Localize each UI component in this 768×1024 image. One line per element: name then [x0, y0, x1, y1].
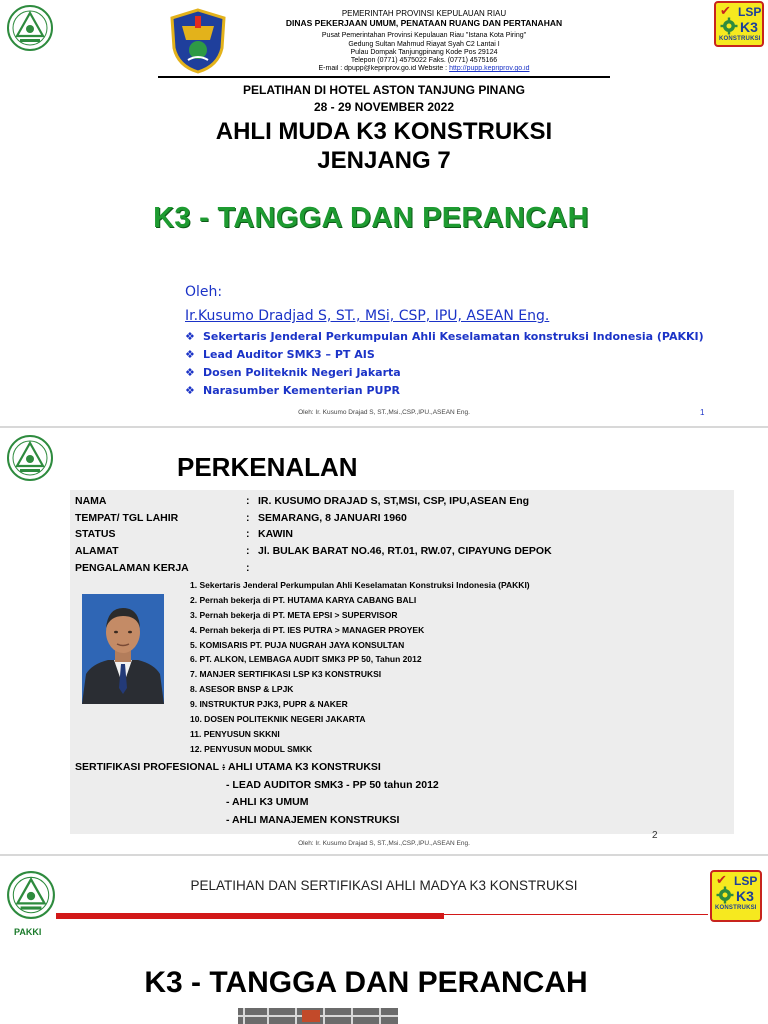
konstruksi-logo-text: KONSTRUKSI: [715, 905, 757, 911]
work-experience-list: [190, 580, 530, 759]
list-item: 4. Pernah bekerja di PT. IES PUTRA > MANAGER PROYEK: [190, 624, 425, 635]
by-label: Oleh:: [185, 284, 223, 300]
field-value-birth: SEMARANG, 8 JANUARI 1960: [258, 512, 407, 524]
topic-title: K3 - TANGGA DAN PERANCAH: [144, 966, 588, 999]
letterhead-website-link[interactable]: http://pupp.kepriprov.go.id: [449, 65, 530, 72]
page-title: PERKENALAN: [177, 452, 358, 482]
list-item: ❖ Dosen Politeknik Negeri Jakarta: [185, 366, 401, 379]
list-item: - LEAD AUDITOR SMK3 - PP 50 tahun 2012: [226, 778, 439, 791]
training-date: 28 - 29 NOVEMBER 2022: [313, 100, 455, 114]
lsp-k3-logo: [710, 870, 762, 922]
diamond-bullet-icon: ❖: [185, 384, 195, 397]
slide-2: [0, 428, 768, 854]
certification-label: SERTIFIKASI PROFESIONAL :: [75, 761, 226, 773]
list-item: ❖ Sekertaris Jenderal Perkumpulan Ahli Keselamatan konstruksi Indonesia (PAKKI): [185, 330, 704, 343]
field-colon: :: [246, 528, 250, 540]
field-label: PENGALAMAN KERJA: [75, 562, 189, 574]
field-label: ALAMAT: [75, 545, 119, 557]
list-item: 5. KOMISARIS PT. PUJA NUGRAH JAYA KONSULTAN: [190, 639, 405, 650]
list-item: 9. INSTRUKTUR PJK3, PUPR & NAKER: [190, 699, 348, 710]
letterhead-address-line: Telepon (0771) 4575022 Faks. (0771) 4575166: [350, 57, 498, 64]
k3-logo-text: K3: [736, 888, 754, 904]
field-colon: :: [246, 545, 250, 557]
list-item: 6. PT. ALKON, LEMBAGA AUDIT SMK3 PP 50, Tahun 2012: [190, 654, 422, 665]
profile-photo: [82, 594, 164, 704]
list-item: 10. DOSEN POLITEKNIK NEGERI JAKARTA: [190, 714, 366, 725]
topic-title: K3 - TANGGA DAN PERANCAH: [153, 202, 589, 234]
slide-footer: Oleh: Ir. Kusumo Drajad S, ST.,Msi.,CSP.,IPU.,ASEAN Eng.: [298, 840, 470, 847]
course-title: AHLI MUDA K3 KONSTRUKSI: [215, 118, 553, 145]
field-value-name: IR. KUSUMO DRAJAD S, ST,MSI, CSP, IPU,ASEAN Eng: [258, 495, 530, 507]
course-level: JENJANG 7: [317, 147, 451, 174]
certification-list: [222, 761, 439, 831]
list-item: ❖ Narasumber Kementerian PUPR: [185, 384, 400, 397]
letterhead-rule: [158, 76, 610, 78]
diamond-bullet-icon: ❖: [185, 330, 195, 343]
gear-icon: [720, 17, 738, 35]
pakki-logo-icon: [6, 434, 54, 482]
field-value-address: Jl. BULAK BARAT NO.46, RT.01, RW.07, CIPAYUNG DEPOK: [258, 545, 552, 557]
check-icon: ✔: [720, 4, 731, 19]
author-name: Ir.Kusumo Dradjad S, ST., MSi, CSP, IPU, ASEAN Eng.: [185, 308, 550, 324]
list-item: 1. Sekertaris Jenderal Perkumpulan Ahli Keselamatan Konstruksi Indonesia (PAKKI): [190, 580, 530, 590]
header-red-line: [444, 914, 708, 915]
list-item: - AHLI UTAMA K3 KONSTRUKSI: [222, 761, 381, 773]
province-crest-icon: [168, 8, 228, 74]
pakki-label: PAKKI: [14, 927, 42, 937]
list-item: 7. MANJER SERTIFIKASI LSP K3 KONSTRUKSI: [190, 669, 382, 680]
slide-header: PELATIHAN DAN SERTIFIKASI AHLI MADYA K3 KONSTRUKSI: [190, 878, 578, 893]
field-label: TEMPAT/ TGL LAHIR: [75, 512, 179, 524]
pakki-logo-icon: [6, 4, 54, 52]
letterhead-department: DINAS PEKERJAAN UMUM, PENATAAN RUANG DAN PERTANAHAN: [285, 18, 563, 28]
field-colon: :: [246, 512, 250, 524]
training-venue: PELATIHAN DI HOTEL ASTON TANJUNG PINANG: [242, 83, 525, 97]
letterhead-contact-line: [244, 65, 604, 74]
k3-logo-text: K3: [740, 19, 758, 35]
person-portrait-icon: [82, 594, 164, 704]
list-item: ❖ Lead Auditor SMK3 – PT AIS: [185, 348, 375, 361]
letterhead-address-line: Pusat Pemerintahan Provinsi Kepulauan Riau "Istana Kota Piring": [321, 32, 527, 39]
konstruksi-logo-text: KONSTRUKSI: [719, 36, 761, 42]
list-item: - AHLI MANAJEMEN KONSTRUKSI: [226, 813, 400, 826]
list-item: 8. ASESOR BNSP & LPJK: [190, 684, 294, 695]
field-label: STATUS: [75, 528, 116, 540]
scaffold-photo: [238, 1008, 398, 1024]
slide-1: [0, 0, 768, 426]
letterhead-email: E-mail : dpupp@kepriprov.go.id Website :: [318, 65, 450, 72]
letterhead-address-line: Gedung Sultan Mahmud Riayat Syah C2 Lantai I: [348, 41, 500, 48]
field-colon: :: [246, 495, 250, 507]
letterhead-government: PEMERINTAH PROVINSI KEPULAUAN RIAU: [341, 9, 507, 18]
gear-icon: [716, 886, 734, 904]
list-item: 11. PENYUSUN SKKNI: [190, 728, 280, 739]
field-colon: :: [246, 562, 250, 574]
diamond-bullet-icon: ❖: [185, 366, 195, 379]
letterhead-address-line: Pulau Dompak Tanjungpinang Kode Pos 29124: [350, 49, 498, 56]
list-item: 2. Pernah bekerja di PT. HUTAMA KARYA CABANG BALI: [190, 594, 417, 605]
lsp-logo-text: LSP: [734, 874, 758, 888]
page-number: 1: [700, 408, 705, 417]
field-value-status: KAWIN: [258, 528, 293, 540]
check-icon: ✔: [716, 873, 727, 888]
header-red-bar: [56, 913, 444, 919]
lsp-logo-text: LSP: [738, 5, 762, 19]
diamond-bullet-icon: ❖: [185, 348, 195, 361]
field-label: NAMA: [75, 495, 107, 507]
list-item: - AHLI K3 UMUM: [226, 796, 309, 808]
letterhead: [158, 6, 610, 78]
profile-panel: [70, 490, 734, 834]
lsp-k3-logo: [714, 1, 764, 47]
slide-footer: Oleh: Ir. Kusumo Drajad S, ST.,Msi.,CSP.,IPU.,ASEAN Eng.: [298, 409, 470, 416]
author-roles: [185, 330, 704, 402]
page-number: 2: [652, 830, 658, 841]
slide-3: [0, 856, 768, 1024]
list-item: 3. Pernah bekerja di PT. META EPSI > SUPERVISOR: [190, 609, 398, 620]
list-item: 12. PENYUSUN MODUL SMKK: [190, 743, 313, 754]
